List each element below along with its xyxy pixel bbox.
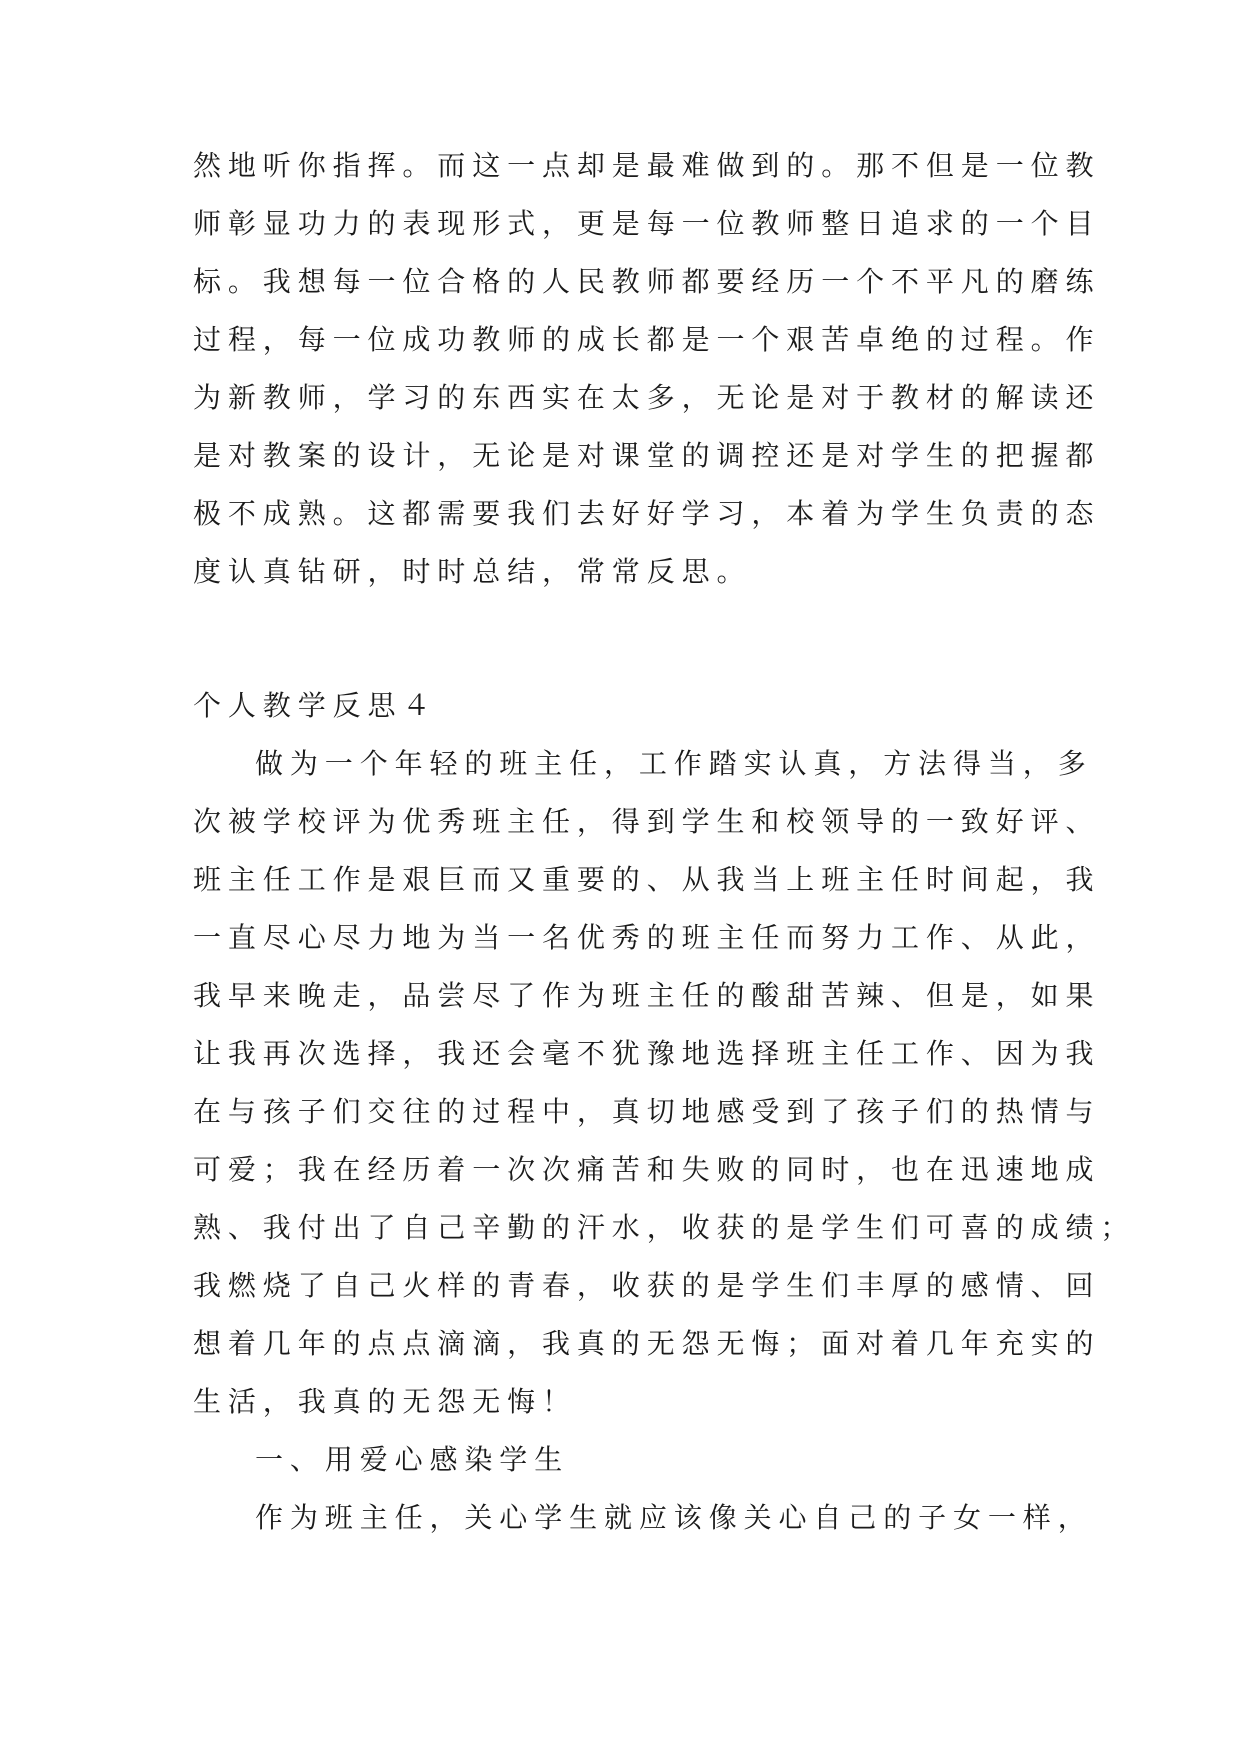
paragraph-line: 做为一个年轻的班主任，工作踏实认真，方法得当，多 xyxy=(255,747,1093,780)
paragraph-line: 生活，我真的无怨无悔！ xyxy=(193,1385,577,1418)
section-heading: 个人教学反思４ xyxy=(193,689,438,722)
paragraph-line: 我早来晚走，品尝尽了作为班主任的酸甜苦辣、但是，如果 xyxy=(193,979,1101,1012)
subheading: 一、用爱心感染学生 xyxy=(255,1443,570,1476)
paragraph-line: 过程，每一位成功教师的成长都是一个艰苦卓绝的过程。作 xyxy=(193,323,1101,356)
paragraph-line: 师彰显功力的表现形式，更是每一位教师整日追求的一个目 xyxy=(193,207,1101,240)
paragraph-line: 想着几年的点点滴滴，我真的无怨无悔；面对着几年充实的 xyxy=(193,1327,1101,1360)
paragraph-line: 极不成熟。这都需要我们去好好学习，本着为学生负责的态 xyxy=(193,497,1101,530)
paragraph-line: 度认真钻研，时时总结，常常反思。 xyxy=(193,555,752,588)
paragraph-line: 次被学校评为优秀班主任，得到学生和校领导的一致好评、 xyxy=(193,805,1101,838)
paragraph-line: 可爱；我在经历着一次次痛苦和失败的同时，也在迅速地成 xyxy=(193,1153,1101,1186)
paragraph-line: 熟、我付出了自己辛勤的汗水，收获的是学生们可喜的成绩； xyxy=(193,1211,1136,1244)
paragraph-line: 一直尽心尽力地为当一名优秀的班主任而努力工作、从此， xyxy=(193,921,1101,954)
paragraph-line: 然地听你指挥。而这一点却是最难做到的。那不但是一位教 xyxy=(193,149,1101,182)
paragraph-line: 班主任工作是艰巨而又重要的、从我当上班主任时间起，我 xyxy=(193,863,1101,896)
paragraph-line: 我燃烧了自己火样的青春，收获的是学生们丰厚的感情、回 xyxy=(193,1269,1101,1302)
paragraph-line: 在与孩子们交往的过程中，真切地感受到了孩子们的热情与 xyxy=(193,1095,1101,1128)
paragraph-line: 标。我想每一位合格的人民教师都要经历一个不平凡的磨练 xyxy=(193,265,1101,298)
paragraph-line: 是对教案的设计，无论是对课堂的调控还是对学生的把握都 xyxy=(193,439,1101,472)
paragraph-line: 作为班主任，关心学生就应该像关心自己的子女一样， xyxy=(255,1501,1093,1534)
paragraph-line: 让我再次选择，我还会毫不犹豫地选择班主任工作、因为我 xyxy=(193,1037,1101,1070)
paragraph-line: 为新教师，学习的东西实在太多，无论是对于教材的解读还 xyxy=(193,381,1101,414)
